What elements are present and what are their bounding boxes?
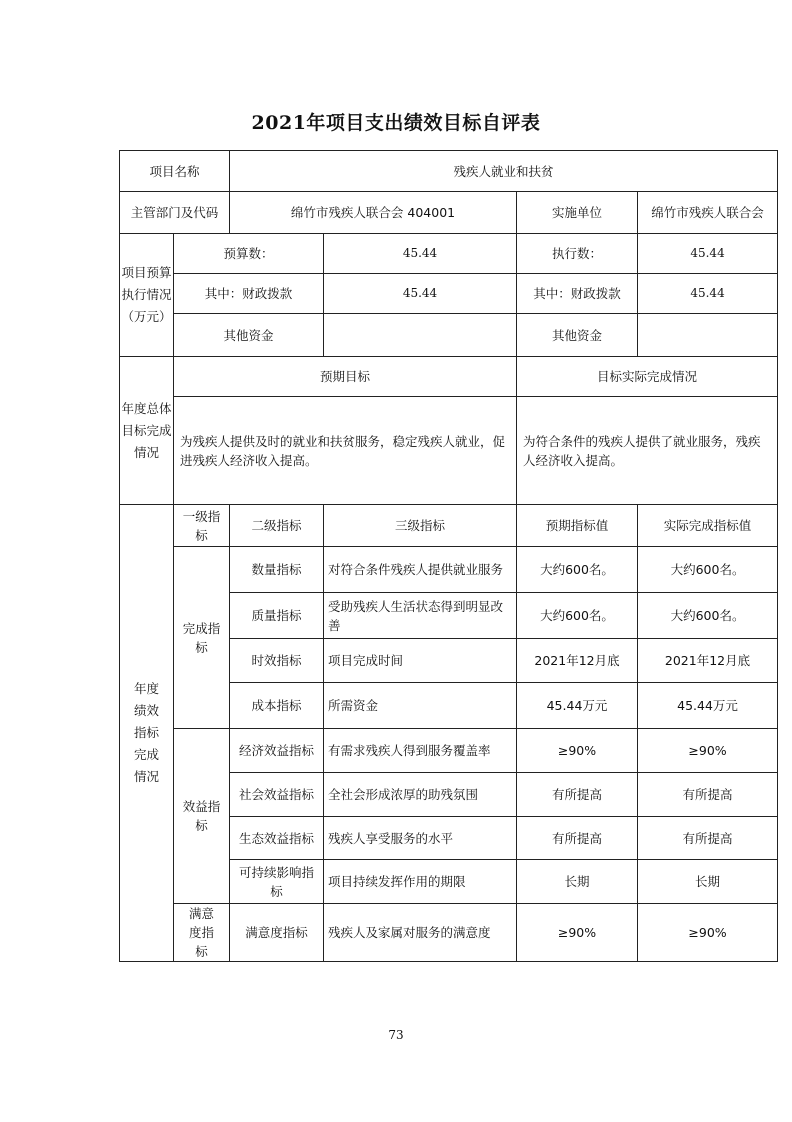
budget-row bbox=[120, 234, 778, 274]
exec-label: 执行数： bbox=[517, 234, 638, 274]
expected-value-cell: 45.44万元 bbox=[517, 683, 638, 729]
other-funds-exec bbox=[638, 314, 778, 357]
fiscal-exec-value: 45.44 bbox=[638, 274, 778, 314]
level2-cell: 质量指标 bbox=[230, 593, 324, 639]
expected-value-cell: 有所提高 bbox=[517, 773, 638, 817]
level2-cell: 可持续影响指标 bbox=[230, 860, 324, 904]
actual-goal-header: 目标实际完成情况 bbox=[517, 357, 778, 397]
fiscal-label: 其中：财政拨款 bbox=[174, 274, 324, 314]
indicator-header-row bbox=[120, 505, 778, 547]
level2-cell: 时效指标 bbox=[230, 639, 324, 683]
dept-label: 主管部门及代码 bbox=[120, 192, 230, 234]
expected-value-cell: ≥90% bbox=[517, 904, 638, 962]
group-complete-label: 完成指标 bbox=[174, 547, 230, 729]
level3-cell: 受助残疾人生活状态得到明显改善 bbox=[324, 593, 517, 639]
other-funds-label: 其他资金 bbox=[174, 314, 324, 357]
fiscal-exec-label: 其中：财政拨款 bbox=[517, 274, 638, 314]
impl-label: 实施单位 bbox=[517, 192, 638, 234]
other-funds-exec-label: 其他资金 bbox=[517, 314, 638, 357]
expected-goal-header: 预期目标 bbox=[174, 357, 517, 397]
level3-cell: 有需求残疾人得到服务覆盖率 bbox=[324, 729, 517, 773]
level3-cell: 对符合条件残疾人提供就业服务 bbox=[324, 547, 517, 593]
goals-section-label: 年度总体目标完成情况 bbox=[120, 357, 174, 505]
table-row bbox=[120, 904, 778, 962]
impl-value: 绵竹市残疾人联合会 bbox=[638, 192, 778, 234]
project-name-value: 残疾人就业和扶贫 bbox=[230, 151, 778, 192]
performance-table bbox=[119, 150, 778, 962]
expected-value-cell: 大约600名。 bbox=[517, 547, 638, 593]
budget-value: 45.44 bbox=[324, 234, 517, 274]
level3-cell: 项目持续发挥作用的期限 bbox=[324, 860, 517, 904]
level2-cell: 数量指标 bbox=[230, 547, 324, 593]
page-title: 2021年项目支出绩效目标自评表 bbox=[251, 112, 541, 134]
level2-cell: 经济效益指标 bbox=[230, 729, 324, 773]
expected-value-cell: ≥90% bbox=[517, 729, 638, 773]
fiscal-budget-value: 45.44 bbox=[324, 274, 517, 314]
level2-cell: 社会效益指标 bbox=[230, 773, 324, 817]
actual-value-header: 实际完成指标值 bbox=[638, 505, 778, 547]
actual-value-cell: 大约600名。 bbox=[638, 593, 778, 639]
department-row bbox=[120, 192, 778, 234]
expected-value-cell: 大约600名。 bbox=[517, 593, 638, 639]
level2-cell: 成本指标 bbox=[230, 683, 324, 729]
level3-cell: 项目完成时间 bbox=[324, 639, 517, 683]
level1-header: 一级指标 bbox=[174, 505, 230, 547]
expected-value-cell: 2021年12月底 bbox=[517, 639, 638, 683]
level3-cell: 全社会形成浓厚的助残氛围 bbox=[324, 773, 517, 817]
budget-section-label: 项目预算执行情况（万元） bbox=[120, 234, 174, 357]
actual-goal-text: 为符合条件的残疾人提供了就业服务，残疾人经济收入提高。 bbox=[517, 397, 778, 505]
group-satisfaction-label: 满意度指标 bbox=[174, 904, 230, 962]
indicators-section-label: 年度绩效指标完成情况 bbox=[120, 505, 174, 962]
goals-content-row bbox=[120, 397, 778, 505]
group-benefit-label: 效益指标 bbox=[174, 729, 230, 904]
level2-header: 二级指标 bbox=[230, 505, 324, 547]
actual-value-cell: ≥90% bbox=[638, 729, 778, 773]
level3-cell: 所需资金 bbox=[324, 683, 517, 729]
level2-cell: 满意度指标 bbox=[230, 904, 324, 962]
level3-cell: 残疾人及家属对服务的满意度 bbox=[324, 904, 517, 962]
expected-value-header: 预期指标值 bbox=[517, 505, 638, 547]
budget-label: 预算数： bbox=[174, 234, 324, 274]
actual-value-cell: 有所提高 bbox=[638, 817, 778, 860]
expected-goal-text: 为残疾人提供及时的就业和扶贫服务，稳定残疾人就业，促进残疾人经济收入提高。 bbox=[174, 397, 517, 505]
project-name-row bbox=[120, 151, 778, 192]
actual-value-cell: 长期 bbox=[638, 860, 778, 904]
page-number: 73 bbox=[388, 1028, 404, 1042]
level3-header: 三级指标 bbox=[324, 505, 517, 547]
actual-value-cell: 大约600名。 bbox=[638, 547, 778, 593]
expected-value-cell: 长期 bbox=[517, 860, 638, 904]
table-row bbox=[120, 729, 778, 773]
table-row bbox=[120, 547, 778, 593]
other-funds-row bbox=[120, 314, 778, 357]
other-funds-budget bbox=[324, 314, 517, 357]
level2-cell: 生态效益指标 bbox=[230, 817, 324, 860]
actual-value-cell: 45.44万元 bbox=[638, 683, 778, 729]
fiscal-row bbox=[120, 274, 778, 314]
dept-value: 绵竹市残疾人联合会 404001 bbox=[230, 192, 517, 234]
exec-value: 45.44 bbox=[638, 234, 778, 274]
actual-value-cell: ≥90% bbox=[638, 904, 778, 962]
level3-cell: 残疾人享受服务的水平 bbox=[324, 817, 517, 860]
project-name-label: 项目名称 bbox=[120, 151, 230, 192]
expected-value-cell: 有所提高 bbox=[517, 817, 638, 860]
actual-value-cell: 2021年12月底 bbox=[638, 639, 778, 683]
goals-header-row bbox=[120, 357, 778, 397]
actual-value-cell: 有所提高 bbox=[638, 773, 778, 817]
